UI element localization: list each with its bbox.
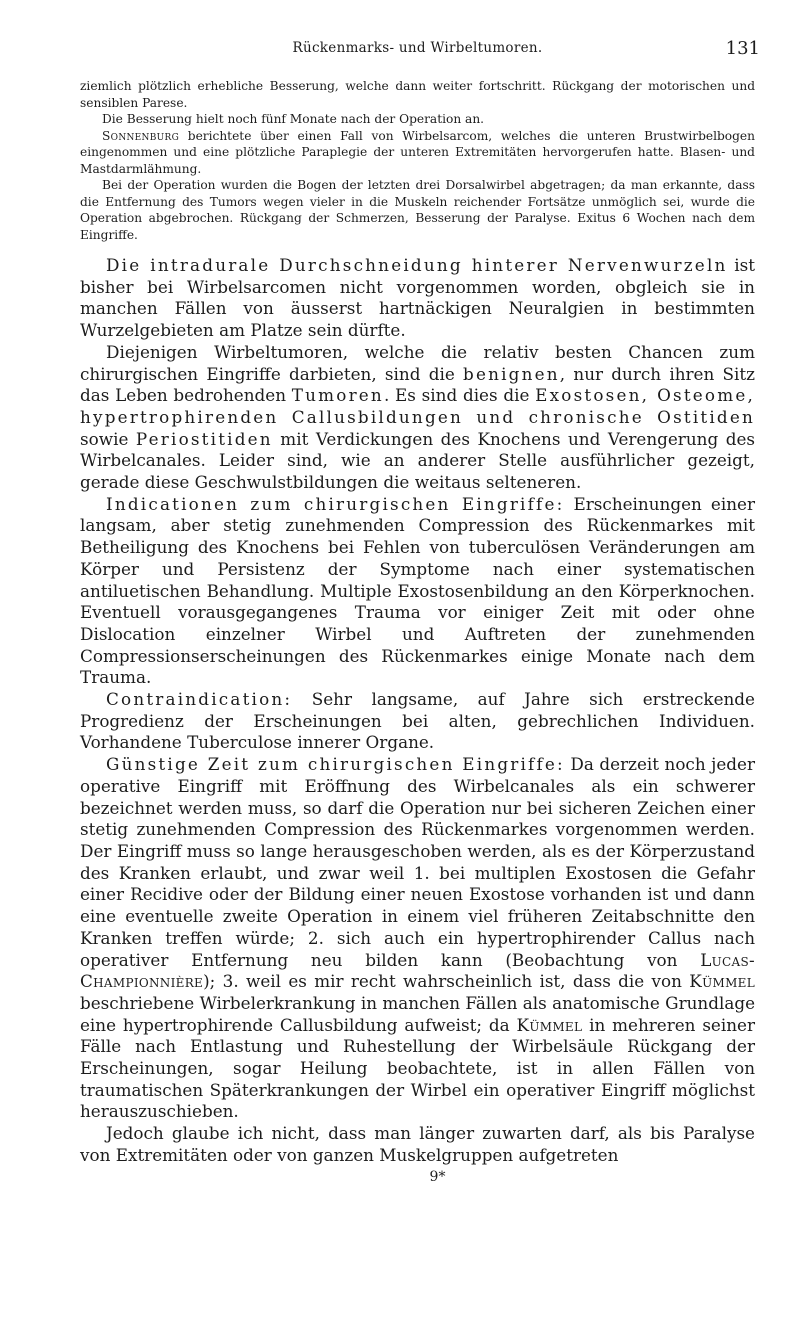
- running-head: [80, 0, 760, 60]
- body-paragraph: [80, 342, 755, 494]
- spaced-term: benignen: [463, 363, 560, 384]
- case-text: Bei der Operation wurden die Bogen der letzten drei Dorsalwirbel abgetragen; da man erkannte, dass die Entfernung des Tumors wegen vieler in die Muskeln reichender Fortsätze unmöglich sei, wurde die Operation abgebrochen. Rückgang der Schmerzen, Besserung der Paralyse. Exitus 6 Wochen nach dem Eingriffe.: [80, 178, 755, 242]
- body-paragraph: [80, 255, 755, 342]
- case-text: berichtete über einen Fall von Wirbelsarcom, welches die unteren Brustwirbelbogen eingenommen und eine plötzliche Paraplegie der unteren Extremitäten hervorgerufen hatte. Blasen- und Mastdarmlähmung.: [80, 128, 755, 176]
- body-text: ); 3. weil es mir recht wahrscheinlich ist, dass die von: [203, 971, 690, 992]
- body-text: . Es sind dies die: [383, 385, 536, 406]
- spaced-term: Exostosen, Osteome, hypertrophirenden Callusbildungen und chronische Ostitiden: [80, 385, 755, 427]
- body-paragraph: [80, 689, 755, 754]
- case-paragraph: [80, 128, 755, 178]
- case-text: Die Besserung hielt noch fünf Monate nach der Operation an.: [102, 112, 485, 126]
- main-text: [80, 255, 755, 1167]
- body-text: Da derzeit noch jeder operative Eingriff mit Eröffnung des Wirbelcanales als ein schwerer bezeichnet werden muss, so darf die Operation nur bei sicheren Zeichen einer stetig zunehmenden Compression des Rückenmarkes vorgenommen werden. Der Eingriff muss so lange herausgeschoben werden, als es der Körperzustand des Kranken erlaubt, und zwar weil 1. bei multiplen Exostosen die Gefahr einer Recidive oder der Bildung einer neuen Exostose vorhanden ist und dann eine eventuelle zweite Operation in einem viel früheren Zeitabschnitte den Kranken treffen würde; 2. sich auch ein hypertrophirender Callus nach operativer Entfernung neu bilden kann (Beobachtung von: [80, 754, 755, 970]
- spaced-heading: Die intradurale Durchschneidung hinterer Nervenwurzeln: [106, 255, 728, 275]
- body-text: Diejenigen Wirbeltumoren, welche die relativ besten Chancen zum chirurgischen Eingriffe darbieten, sind die: [80, 341, 755, 384]
- spaced-term: Tumoren: [291, 385, 384, 406]
- author-name: Sonnenburg: [102, 128, 180, 143]
- signature-mark: 9*: [429, 1168, 446, 1185]
- case-report-block: [80, 78, 755, 243]
- case-paragraph: [80, 78, 755, 111]
- body-text: mit Verdickungen des Knochens und Verengerung des Wirbelcanales. Leider sind, wie an anderer Stelle ausführlicher gezeigt, gerade diese Geschwulstbildungen die weitaus selteneren.: [80, 428, 755, 493]
- spaced-heading: Günstige Zeit zum chirurgischen Eingriffe:: [106, 754, 565, 775]
- body-text: Jedoch glaube ich nicht, dass man länger zuwarten darf, als bis Paralyse von Extremitäten oder von ganzen Muskelgruppen aufgetreten: [80, 1123, 755, 1165]
- body-paragraph: [80, 494, 755, 689]
- spaced-heading: Contraindication:: [106, 689, 293, 710]
- body-text: Erscheinungen einer langsam, aber stetig zunehmenden Compression des Rückenmarkes mit Betheiligung des Knochens bei Fehlen von tuberculösen Veränderungen am Körper und Persistenz der Symptome nach einer systematischen antiluetischen Behandlung. Multiple Exostosenbildung an den Körperknochen. Eventuell vorausgegangenes Trauma vor einiger Zeit mit oder ohne Dislocation einzelner Wirbel und Auftreten der zunehmenden Compressionserscheinungen des Rückenmarkes einige Monate nach dem Trauma.: [80, 493, 755, 688]
- body-text: ist bisher bei Wirbelsarcomen nicht vorgenommen worden, obgleich sie in manchen Fällen von äusserst hartnäckigen Neuralgien in bestimmten Wurzelgebieten am Platze sein dürfte.: [80, 255, 756, 341]
- body-text: in mehreren seiner Fälle nach Entlastung und Ruhestellung der Wirbelsäule Rückgang der Erscheinungen, sogar Heilung beobachtete, ist in allen Fällen von traumatischen Späterkrankungen der Wirbel ein operativer Eingriff möglichst herauszuschieben.: [80, 1014, 755, 1122]
- author-name: Kümmel: [516, 1014, 583, 1035]
- body-paragraph: [80, 754, 755, 1123]
- body-text: sowie: [80, 428, 136, 449]
- book-page: [80, 0, 760, 1185]
- spaced-heading: Indicationen zum chirurgischen Eingriffe:: [106, 493, 565, 514]
- body-text: beschriebene Wirbelerkrankung in manchen Fällen als anatomische Grundlage eine hypertrophirende Callusbildung aufweist; da: [80, 992, 755, 1035]
- author-name: Kümmel: [689, 971, 755, 992]
- body-paragraph: [80, 1123, 755, 1166]
- case-text: ziemlich plötzlich erhebliche Besserung, welche dann weiter fortschritt. Rückgang der motorischen und sensiblen Parese.: [80, 79, 755, 110]
- running-title: Rückenmarks- und Wirbeltumoren.: [292, 40, 543, 56]
- body-text: Sehr langsame, auf Jahre sich erstreckende Progredienz der Erscheinungen bei alten, gebrechlichen Individuen. Vorhandene Tuberculose innerer Organe.: [80, 689, 755, 753]
- page-number: 131: [725, 38, 760, 59]
- case-paragraph: [80, 111, 755, 128]
- body-text: , nur durch ihren Sitz das Leben bedrohenden: [80, 363, 755, 406]
- spaced-term: Periostitiden: [135, 428, 273, 449]
- case-paragraph: [80, 177, 755, 243]
- author-name: Lucas-Championnière: [80, 949, 755, 992]
